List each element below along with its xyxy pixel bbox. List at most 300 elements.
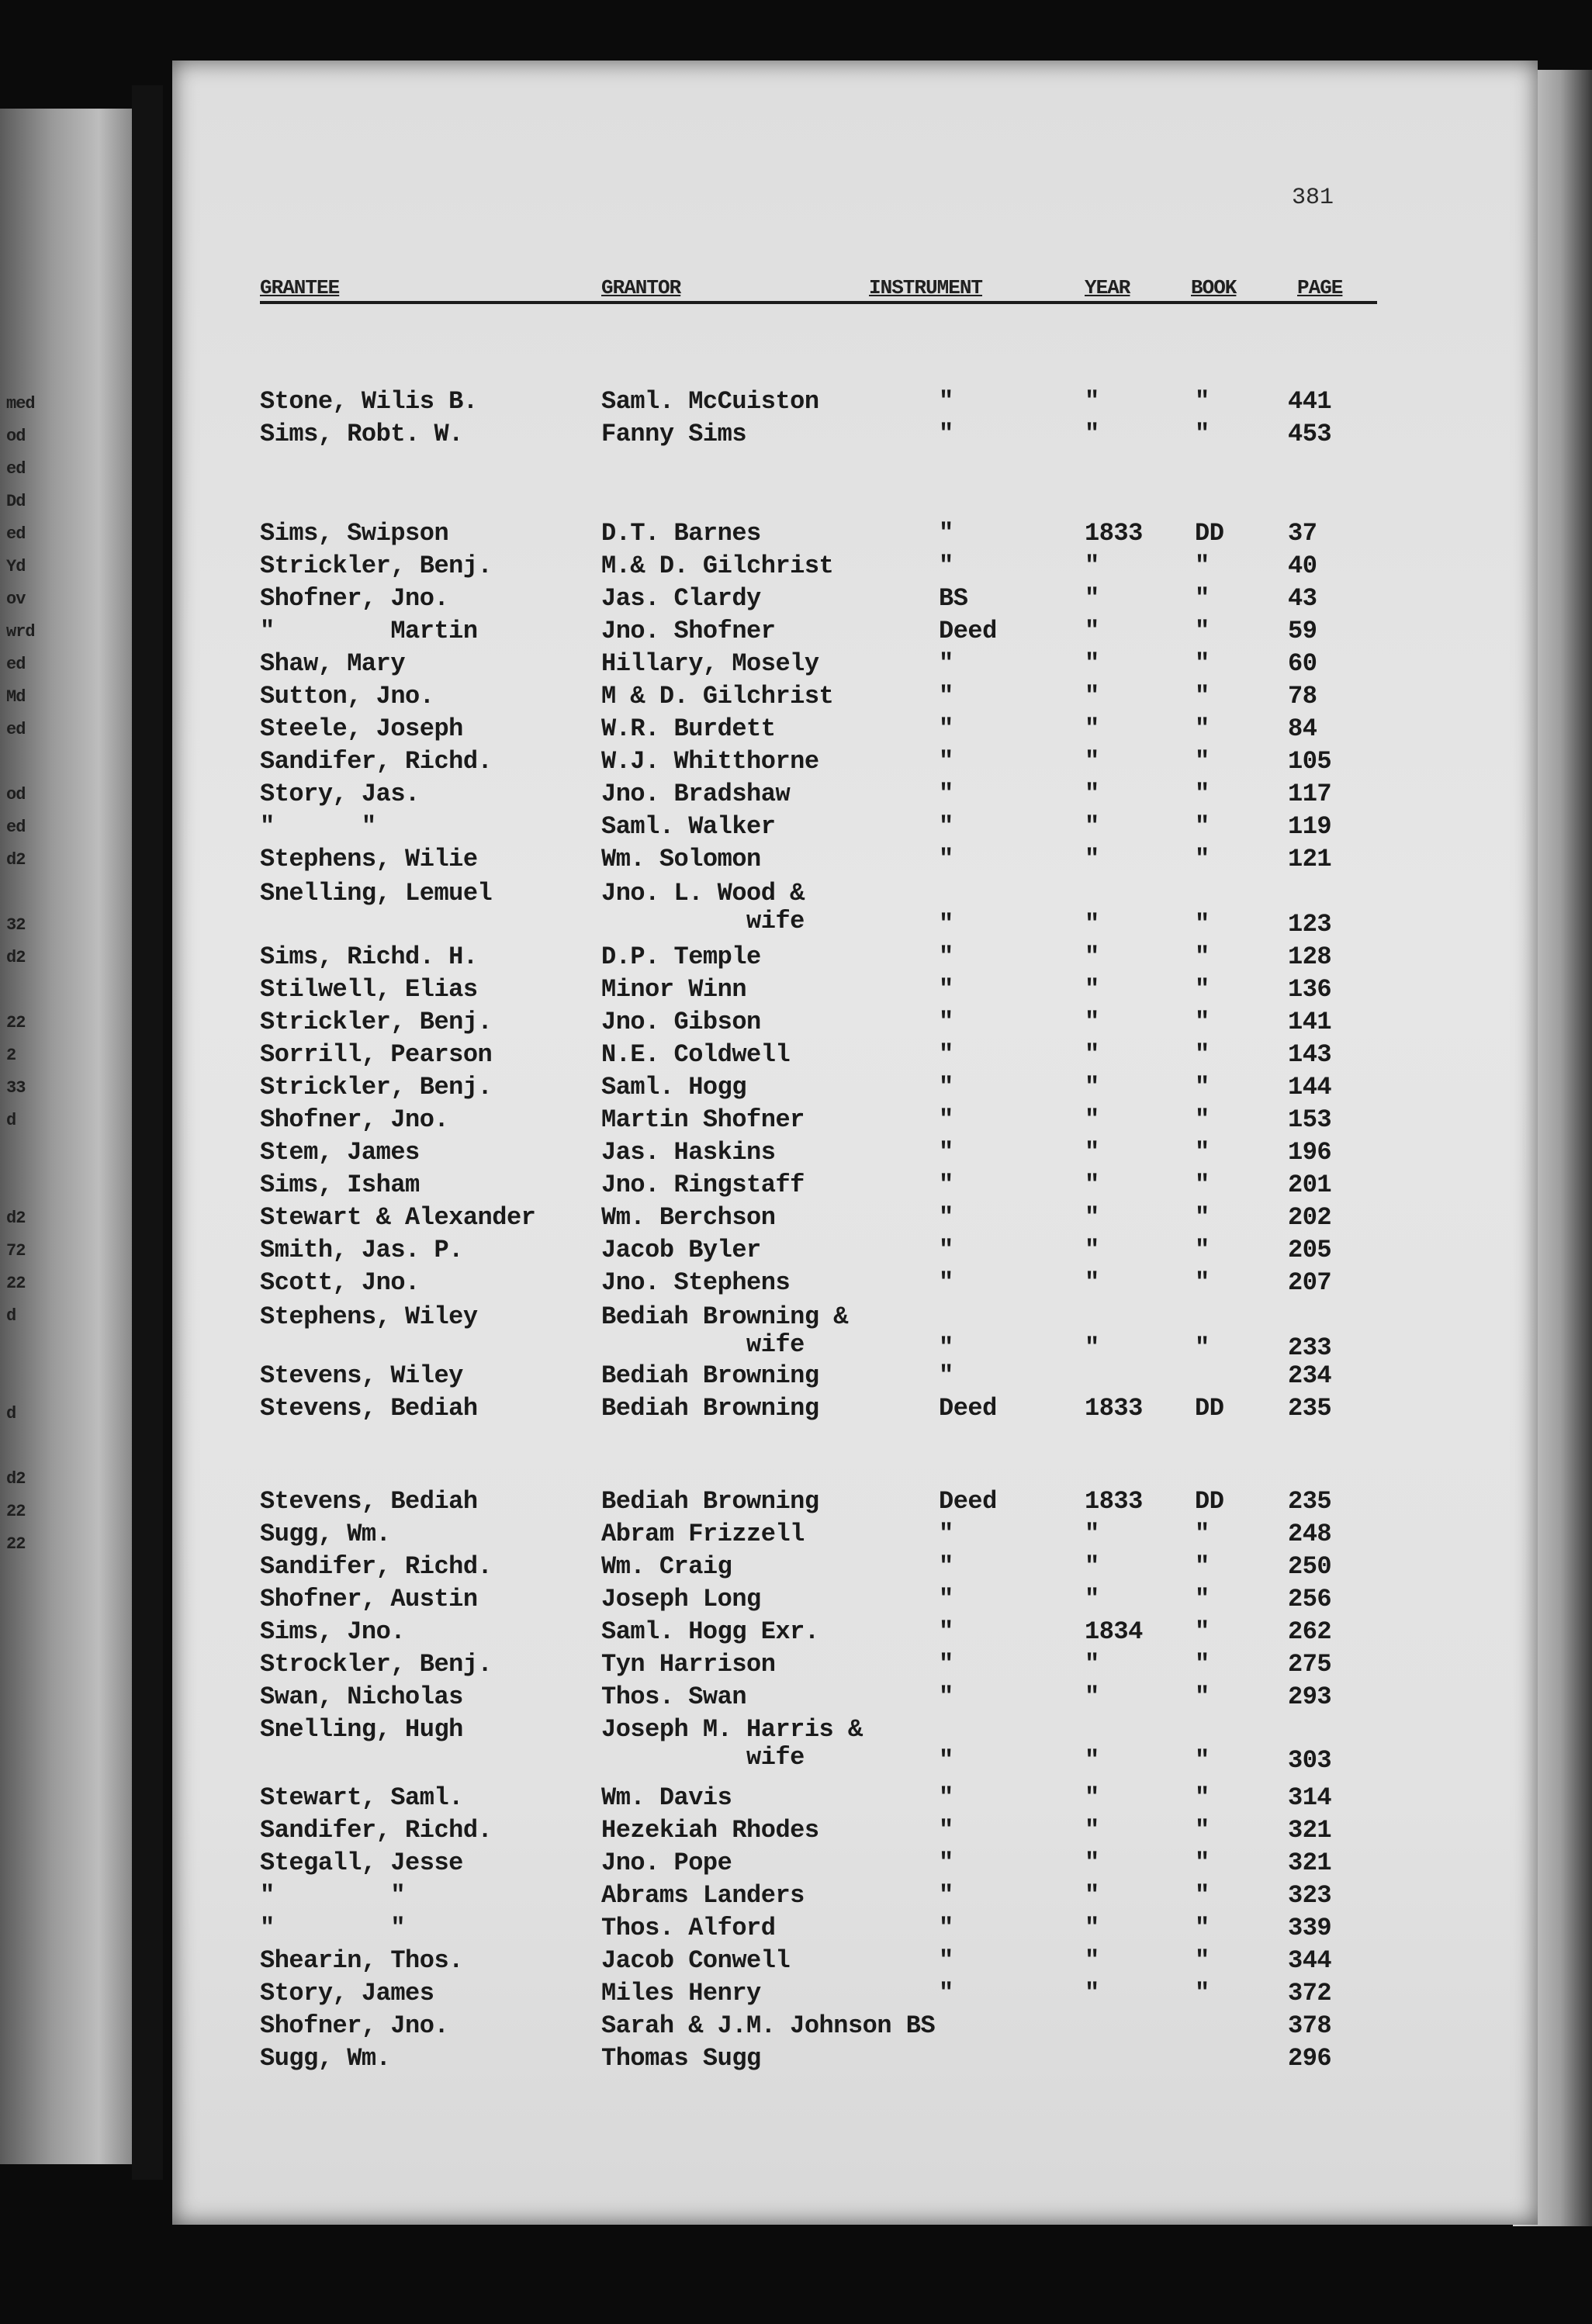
cell-book: DD (1195, 1394, 1224, 1423)
cell-book: " (1195, 780, 1210, 808)
cell-grantor: Hezekiah Rhodes (601, 1816, 819, 1845)
cell-page: 43 (1288, 584, 1317, 613)
cell-grantor: Jas. Haskins (601, 1138, 776, 1167)
cell-page: 123 (1288, 910, 1332, 939)
table-row (0, 748, 1592, 779)
cell-grantor: Jno. Ringstaff (601, 1171, 805, 1199)
cell-page: 303 (1288, 1746, 1332, 1775)
cell-book: " (1195, 1946, 1210, 1975)
cell-grantor: Abrams Landers (601, 1881, 805, 1910)
cell-page: 275 (1288, 1650, 1332, 1679)
table-row (0, 1302, 1592, 1362)
cell-grantor: M.& D. Gilchrist (601, 552, 834, 580)
cell-year: " (1085, 682, 1099, 711)
cell-book: " (1195, 812, 1210, 841)
cell-book: " (1195, 1203, 1210, 1232)
cell-year: " (1085, 910, 1099, 939)
cell-grantee: Stephens, Wilie (260, 845, 478, 873)
cell-grantee: Sims, Swipson (260, 519, 449, 548)
cell-grantee: " " (260, 812, 376, 841)
cell-page: 250 (1288, 1552, 1332, 1581)
cell-grantee: Strickler, Benj. (260, 1008, 493, 1036)
cell-instrument: " (939, 1783, 953, 1812)
table-row (0, 1784, 1592, 1815)
cell-grantor: Jno. Bradshaw (601, 780, 791, 808)
cell-year: " (1085, 747, 1099, 776)
cell-grantee: Shofner, Jno. (260, 584, 449, 613)
cell-year: " (1085, 1073, 1099, 1101)
cell-grantee: Sims, Jno. (260, 1617, 406, 1646)
cell-grantor: Hillary, Mosely (601, 649, 819, 678)
cell-grantor: Thomas Sugg (601, 2044, 761, 2073)
cell-instrument: " (939, 519, 953, 548)
cell-page: 78 (1288, 682, 1317, 711)
table-row (0, 1882, 1592, 1913)
cell-grantee: Strickler, Benj. (260, 1073, 493, 1101)
cell-instrument: " (939, 1979, 953, 2008)
cell-year: " (1085, 1333, 1099, 1362)
cell-year: " (1085, 1520, 1099, 1548)
cell-instrument: " (939, 1105, 953, 1134)
cell-year: " (1085, 845, 1099, 873)
cell-year: 1833 (1085, 1394, 1143, 1423)
cell-grantor: Wm. Davis (601, 1783, 732, 1812)
cell-grantee: " Martin (260, 617, 478, 645)
cell-grantor: Saml. McCuiston (601, 387, 819, 416)
cell-page: 136 (1288, 975, 1332, 1004)
cell-grantor: M & D. Gilchrist (601, 682, 834, 711)
cell-book: " (1195, 1979, 1210, 2008)
header-grantor: GRANTOR (601, 276, 681, 299)
cell-grantor: Jno. Stephens (601, 1268, 791, 1297)
cell-grantor: Miles Henry (601, 1979, 761, 2008)
cell-page: 293 (1288, 1682, 1332, 1711)
cell-year: " (1085, 1979, 1099, 2008)
cell-instrument: " (939, 942, 953, 971)
cell-grantee: Shearin, Thos. (260, 1946, 463, 1975)
cell-grantor: Wm. Craig (601, 1552, 732, 1581)
cell-instrument: BS (939, 584, 968, 613)
cell-book: " (1195, 682, 1210, 711)
cell-book: " (1195, 1682, 1210, 1711)
cell-grantee: Sandifer, Richd. (260, 1816, 493, 1845)
header-instrument: INSTRUMENT (869, 276, 983, 299)
cell-grantee: Sims, Robt. W. (260, 420, 463, 448)
cell-instrument: " (939, 1650, 953, 1679)
cell-year: " (1085, 1585, 1099, 1613)
cell-grantee: Sugg, Wm. (260, 2044, 391, 2073)
cell-grantee: Swan, Nicholas (260, 1682, 463, 1711)
cell-grantee: Sugg, Wm. (260, 1520, 391, 1548)
cell-year: " (1085, 812, 1099, 841)
cell-grantee: Sandifer, Richd. (260, 1552, 493, 1581)
cell-book: " (1195, 1585, 1210, 1613)
cell-book: " (1195, 1848, 1210, 1877)
cell-instrument: " (939, 780, 953, 808)
cell-instrument: Deed (939, 1487, 997, 1516)
cell-grantor: Jno. Pope (601, 1848, 732, 1877)
cell-book: " (1195, 1073, 1210, 1101)
cell-instrument: " (939, 649, 953, 678)
cell-grantor: N.E. Coldwell (601, 1040, 791, 1069)
cell-grantor: Bediah Browning (601, 1394, 819, 1423)
cell-page: 344 (1288, 1946, 1332, 1975)
cell-page: 128 (1288, 942, 1332, 971)
cell-grantor: Joseph Long (601, 1585, 761, 1613)
cell-grantee: Smith, Jas. P. (260, 1236, 463, 1264)
table-row (0, 780, 1592, 811)
table-row (0, 2012, 1592, 2043)
cell-grantor: Joseph M. Harris & wife (601, 1715, 863, 1772)
cell-page: 235 (1288, 1394, 1332, 1423)
cell-grantee: Stewart, Saml. (260, 1783, 463, 1812)
cell-book: " (1195, 387, 1210, 416)
table-row (0, 1980, 1592, 2011)
cell-page: 153 (1288, 1105, 1332, 1134)
page-number: 381 (1292, 185, 1334, 211)
table-row (0, 976, 1592, 1007)
cell-grantee: Stem, James (260, 1138, 420, 1167)
cell-page: 234 (1288, 1361, 1332, 1390)
table-row (0, 1618, 1592, 1649)
cell-book: " (1195, 1171, 1210, 1199)
cell-grantee: Shofner, Jno. (260, 2011, 449, 2040)
cell-grantor: Jno. L. Wood & wife (601, 879, 805, 935)
cell-book: " (1195, 420, 1210, 448)
header-grantee: GRANTEE (260, 276, 340, 299)
table-row (0, 1849, 1592, 1880)
table-row (0, 1139, 1592, 1170)
cell-page: 256 (1288, 1585, 1332, 1613)
cell-grantee: Strockler, Benj. (260, 1650, 493, 1679)
table-row (0, 846, 1592, 877)
cell-year: " (1085, 942, 1099, 971)
table-row (0, 1269, 1592, 1300)
cell-book: " (1195, 1881, 1210, 1910)
cell-grantor: W.J. Whitthorne (601, 747, 819, 776)
table-row (0, 715, 1592, 746)
cell-instrument: " (939, 552, 953, 580)
cell-grantee: Sims, Richd. H. (260, 942, 478, 971)
cell-grantee: " " (260, 1881, 406, 1910)
cell-page: 121 (1288, 845, 1332, 873)
cell-grantee: Shofner, Austin (260, 1585, 478, 1613)
cell-book: " (1195, 1552, 1210, 1581)
cell-page: 84 (1288, 714, 1317, 743)
cell-instrument: " (939, 1520, 953, 1548)
cell-grantor: Martin Shofner (601, 1105, 805, 1134)
cell-year: " (1085, 1746, 1099, 1775)
cell-book: " (1195, 617, 1210, 645)
cell-grantor: Minor Winn (601, 975, 747, 1004)
cell-year: " (1085, 1105, 1099, 1134)
cell-book: " (1195, 1783, 1210, 1812)
cell-book: " (1195, 1138, 1210, 1167)
cell-page: 441 (1288, 387, 1332, 416)
cell-grantor: W.R. Burdett (601, 714, 776, 743)
cell-instrument: " (939, 1138, 953, 1167)
cell-book: " (1195, 1520, 1210, 1548)
header-book: BOOK (1191, 276, 1237, 299)
cell-instrument: " (939, 1585, 953, 1613)
cell-grantee: Stewart & Alexander (260, 1203, 536, 1232)
cell-book: " (1195, 910, 1210, 939)
cell-instrument: " (939, 845, 953, 873)
cell-grantee: Snelling, Lemuel (260, 879, 493, 908)
table-row (0, 1553, 1592, 1584)
table-row (0, 1651, 1592, 1682)
cell-book: " (1195, 975, 1210, 1004)
cell-grantee: Scott, Jno. (260, 1268, 420, 1297)
cell-grantor: Jno. Shofner (601, 617, 776, 645)
cell-page: 105 (1288, 747, 1332, 776)
cell-page: 372 (1288, 1979, 1332, 2008)
cell-instrument: " (939, 1946, 953, 1975)
cell-grantor: Jno. Gibson (601, 1008, 761, 1036)
cell-book: " (1195, 1816, 1210, 1845)
cell-instrument: " (939, 1171, 953, 1199)
cell-year: " (1085, 1848, 1099, 1877)
cell-instrument: " (939, 682, 953, 711)
cell-year: " (1085, 1914, 1099, 1942)
cell-page: 119 (1288, 812, 1332, 841)
cell-instrument: Deed (939, 617, 997, 645)
cell-grantor: Saml. Hogg (601, 1073, 747, 1101)
cell-instrument: " (939, 1268, 953, 1297)
cell-book: " (1195, 1040, 1210, 1069)
cell-instrument: " (939, 1361, 953, 1390)
table-row (0, 1395, 1592, 1426)
cell-year: " (1085, 552, 1099, 580)
cell-grantor: Jas. Clardy (601, 584, 761, 613)
header-page: PAGE (1297, 276, 1343, 299)
cell-instrument: " (939, 1848, 953, 1877)
cell-book: " (1195, 845, 1210, 873)
cell-page: 296 (1288, 2044, 1332, 2073)
cell-instrument: " (939, 1073, 953, 1101)
cell-grantor: Saml. Walker (601, 812, 776, 841)
cell-instrument: " (939, 1881, 953, 1910)
cell-year: " (1085, 1783, 1099, 1812)
cell-year: 1833 (1085, 519, 1143, 548)
cell-page: 117 (1288, 780, 1332, 808)
cell-grantee: Stegall, Jesse (260, 1848, 463, 1877)
cell-book: " (1195, 1914, 1210, 1942)
facing-page-fragments: med od ed Dd ed Yd ov wrd ed Md ed od ed d2 32 d2 22 2 33 d d2 72 22 d d d2 22 22 (6, 394, 35, 1554)
cell-page: 207 (1288, 1268, 1332, 1297)
cell-book: " (1195, 1746, 1210, 1775)
cell-year: " (1085, 1682, 1099, 1711)
table-row (0, 1362, 1592, 1393)
cell-instrument: " (939, 1008, 953, 1036)
cell-year: " (1085, 584, 1099, 613)
cell-book: " (1195, 942, 1210, 971)
cell-instrument: " (939, 1816, 953, 1845)
cell-instrument: " (939, 1236, 953, 1264)
cell-page: 248 (1288, 1520, 1332, 1548)
cell-year: " (1085, 1138, 1099, 1167)
cell-year: " (1085, 1881, 1099, 1910)
table-row (0, 1520, 1592, 1551)
cell-page: 321 (1288, 1816, 1332, 1845)
table-row (0, 520, 1592, 551)
table-row (0, 943, 1592, 974)
cell-grantee: Story, James (260, 1979, 434, 2008)
cell-book: " (1195, 649, 1210, 678)
cell-year: " (1085, 387, 1099, 416)
cell-instrument: Deed (939, 1394, 997, 1423)
cell-year: " (1085, 1008, 1099, 1036)
cell-instrument: " (939, 1746, 953, 1775)
cell-page: 60 (1288, 649, 1317, 678)
cell-grantee: " " (260, 1914, 406, 1942)
cell-grantee: Shofner, Jno. (260, 1105, 449, 1134)
cell-grantee: Stilwell, Elias (260, 975, 478, 1004)
cell-book: " (1195, 714, 1210, 743)
table-row (0, 1586, 1592, 1617)
cell-grantee: Steele, Joseph (260, 714, 463, 743)
cell-instrument: " (939, 1682, 953, 1711)
table-row (0, 1715, 1592, 1775)
cell-book: " (1195, 584, 1210, 613)
cell-year: " (1085, 780, 1099, 808)
cell-book: DD (1195, 519, 1224, 548)
table-row (0, 1106, 1592, 1137)
cell-year: 1833 (1085, 1487, 1143, 1516)
cell-page: 323 (1288, 1881, 1332, 1910)
cell-grantee: Sutton, Jno. (260, 682, 434, 711)
cell-grantor: Thos. Swan (601, 1682, 747, 1711)
cell-instrument: " (939, 387, 953, 416)
cell-grantor: Fanny Sims (601, 420, 747, 448)
cell-book: " (1195, 1650, 1210, 1679)
cell-grantor: Wm. Solomon (601, 845, 761, 873)
table-row (0, 1947, 1592, 1978)
cell-page: 339 (1288, 1914, 1332, 1942)
cell-grantor: Bediah Browning & wife (601, 1302, 848, 1359)
cell-book: " (1195, 747, 1210, 776)
table-row (0, 683, 1592, 714)
table-row (0, 1914, 1592, 1945)
table-row (0, 1683, 1592, 1714)
cell-grantee: Sims, Isham (260, 1171, 420, 1199)
cell-year: " (1085, 1650, 1099, 1679)
table-row (0, 420, 1592, 451)
cell-book: " (1195, 1333, 1210, 1362)
cell-grantee: Sorrill, Pearson (260, 1040, 493, 1069)
cell-grantee: Story, Jas. (260, 780, 420, 808)
cell-instrument: " (939, 1040, 953, 1069)
cell-year: " (1085, 1171, 1099, 1199)
cell-year: " (1085, 1552, 1099, 1581)
cell-page: 202 (1288, 1203, 1332, 1232)
table-row (0, 813, 1592, 844)
cell-instrument: " (939, 1617, 953, 1646)
cell-page: 144 (1288, 1073, 1332, 1101)
cell-book: " (1195, 552, 1210, 580)
cell-grantee: Snelling, Hugh (260, 1715, 463, 1744)
cell-year: " (1085, 1203, 1099, 1232)
cell-grantee: Stevens, Bediah (260, 1487, 478, 1516)
table-row (0, 1236, 1592, 1267)
cell-year: " (1085, 975, 1099, 1004)
cell-year: " (1085, 1946, 1099, 1975)
table-row (0, 552, 1592, 583)
cell-grantor: Bediah Browning (601, 1361, 819, 1390)
cell-book: " (1195, 1105, 1210, 1134)
cell-grantor: Thos. Alford (601, 1914, 776, 1942)
table-row (0, 1204, 1592, 1235)
cell-grantee: Strickler, Benj. (260, 552, 493, 580)
cell-instrument: " (939, 1203, 953, 1232)
cell-page: 262 (1288, 1617, 1332, 1646)
cell-grantor: Sarah & J.M. Johnson BS (601, 2011, 936, 2040)
cell-grantor: Abram Frizzell (601, 1520, 805, 1548)
cell-grantee: Sandifer, Richd. (260, 747, 493, 776)
cell-page: 143 (1288, 1040, 1332, 1069)
cell-grantee: Shaw, Mary (260, 649, 406, 678)
cell-year: " (1085, 1236, 1099, 1264)
cell-page: 233 (1288, 1333, 1332, 1362)
cell-grantor: D.P. Temple (601, 942, 761, 971)
cell-instrument: " (939, 1552, 953, 1581)
cell-page: 59 (1288, 617, 1317, 645)
cell-instrument: " (939, 975, 953, 1004)
cell-year: " (1085, 420, 1099, 448)
cell-grantor: Tyn Harrison (601, 1650, 776, 1679)
cell-book: " (1195, 1236, 1210, 1264)
header-year: YEAR (1085, 276, 1130, 299)
cell-grantor: Bediah Browning (601, 1487, 819, 1516)
cell-page: 314 (1288, 1783, 1332, 1812)
cell-instrument: " (939, 714, 953, 743)
table-row (0, 617, 1592, 648)
table-row (0, 1171, 1592, 1202)
cell-page: 40 (1288, 552, 1317, 580)
cell-page: 321 (1288, 1848, 1332, 1877)
table-row (0, 1041, 1592, 1072)
cell-book: " (1195, 1008, 1210, 1036)
cell-grantor: Jacob Byler (601, 1236, 761, 1264)
cell-grantor: Jacob Conwell (601, 1946, 791, 1975)
cell-page: 378 (1288, 2011, 1332, 2040)
table-row (0, 1008, 1592, 1039)
cell-year: " (1085, 1816, 1099, 1845)
table-row (0, 1817, 1592, 1848)
table-row (0, 1488, 1592, 1519)
cell-page: 196 (1288, 1138, 1332, 1167)
cell-instrument: " (939, 1914, 953, 1942)
cell-year: " (1085, 714, 1099, 743)
cell-grantee: Stephens, Wiley (260, 1302, 478, 1331)
cell-page: 37 (1288, 519, 1317, 548)
table-row (0, 1074, 1592, 1105)
cell-page: 453 (1288, 420, 1332, 448)
cell-instrument: " (939, 747, 953, 776)
table-row (0, 585, 1592, 616)
cell-page: 141 (1288, 1008, 1332, 1036)
cell-grantor: Wm. Berchson (601, 1203, 776, 1232)
cell-page: 235 (1288, 1487, 1332, 1516)
cell-page: 201 (1288, 1171, 1332, 1199)
cell-instrument: " (939, 420, 953, 448)
cell-book: " (1195, 1268, 1210, 1297)
table-row (0, 2045, 1592, 2076)
cell-grantor: Saml. Hogg Exr. (601, 1617, 819, 1646)
cell-grantee: Stevens, Bediah (260, 1394, 478, 1423)
table-row (0, 879, 1592, 939)
cell-page: 205 (1288, 1236, 1332, 1264)
